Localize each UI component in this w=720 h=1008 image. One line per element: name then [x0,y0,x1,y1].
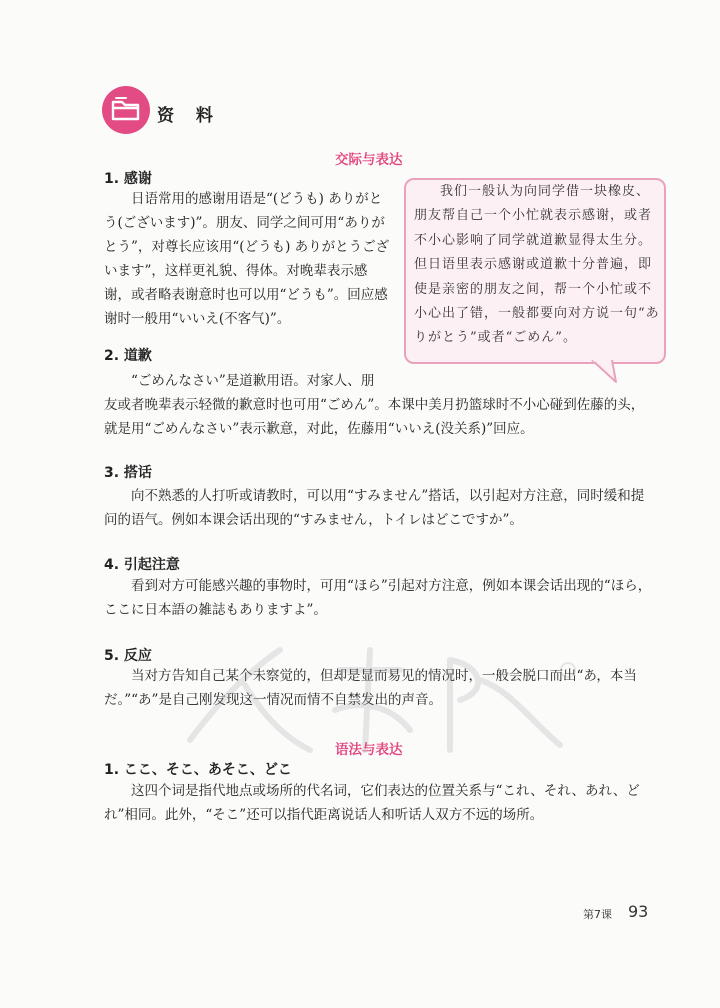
page-number: 93 [628,902,649,921]
section-title-communication: 交际与表达 [335,152,403,168]
grammar-heading-demonstratives: 1. ここ、そこ、あそこ、どこ [104,762,292,778]
section-title-grammar: 语法与表达 [335,742,403,758]
item-text-reaction: 当对方告知自己某个未察觉的，但却是显而易见的情况时，一般会脱口而出“あ，本当だ。”“あ”是自己刚发现这一情况而情不自禁发出的声音。 [104,668,637,708]
item-heading-thanks: 1. 感谢 [104,171,152,187]
footer-lesson: 第7课 [583,908,612,921]
page-title: 资 料 [157,106,221,126]
item-text-attention: 看到对方可能感兴趣的事物时，可用“ほら”引起对方注意，例如本课会话出现的“ほら，ここに日本語の雑誌もありますよ”。 [104,578,652,618]
callout-text: 我们一般认为向同学借一块橡皮、朋友帮自己一个小忙就表示感谢，或者不小心影响了同学就道歉显得太生分。但日语里表示感谢或道歉十分普遍，即使是亲密的朋友之间，帮一个小忙或不小心出了错，一般都要向对方说一句“ありがとう”或者“ごめん”。 [414,184,660,346]
item-text-apology-a: “ごめんなさい”是道歉用语。对家人、朋 [131,373,375,389]
folder-icon [102,86,150,134]
item-heading-addressing: 3. 搭话 [104,465,152,481]
grammar-text-demonstratives: 这四个词是指代地点或场所的代名词，它们表达的位置关系与“これ、それ、あれ、どれ”相同。此外，“そこ”还可以指代距离说话人和听话人双方不远的场所。 [104,783,640,823]
item-text-addressing: 向不熟悉的人打听或请教时，可以用“すみません”搭话，以引起对方注意，同时缓和提问的语气。例如本课会话出现的“すみません，トイレはどこですか”。 [104,488,645,528]
item-heading-apology: 2. 道歉 [104,348,152,364]
section-badge [102,86,150,134]
item-heading-attention: 4. 引起注意 [104,557,180,573]
item-text-thanks: 日语常用的感谢用语是“(どうも) ありがとう(ございます)”。朋友、同学之间可用“ありがとう”，对尊长应该用“(どうも) ありがとうございます”，这样更礼貌、得体。对晚辈表示感谢，或者略表谢意时也可以用“どうも”。回应感谢时一般用“いいえ(不客气)”。 [104,191,390,327]
item-text-apology-b: 友或者晚辈表示轻微的歉意时也可用“ごめん”。本课中美月扔篮球时不小心碰到佐藤的头，就是用“ごめんなさい”表示歉意，对此，佐藤用“いいえ(没关系)”回应。 [104,397,645,437]
item-heading-reaction: 5. 反应 [104,648,152,664]
callout-tail [590,360,630,386]
